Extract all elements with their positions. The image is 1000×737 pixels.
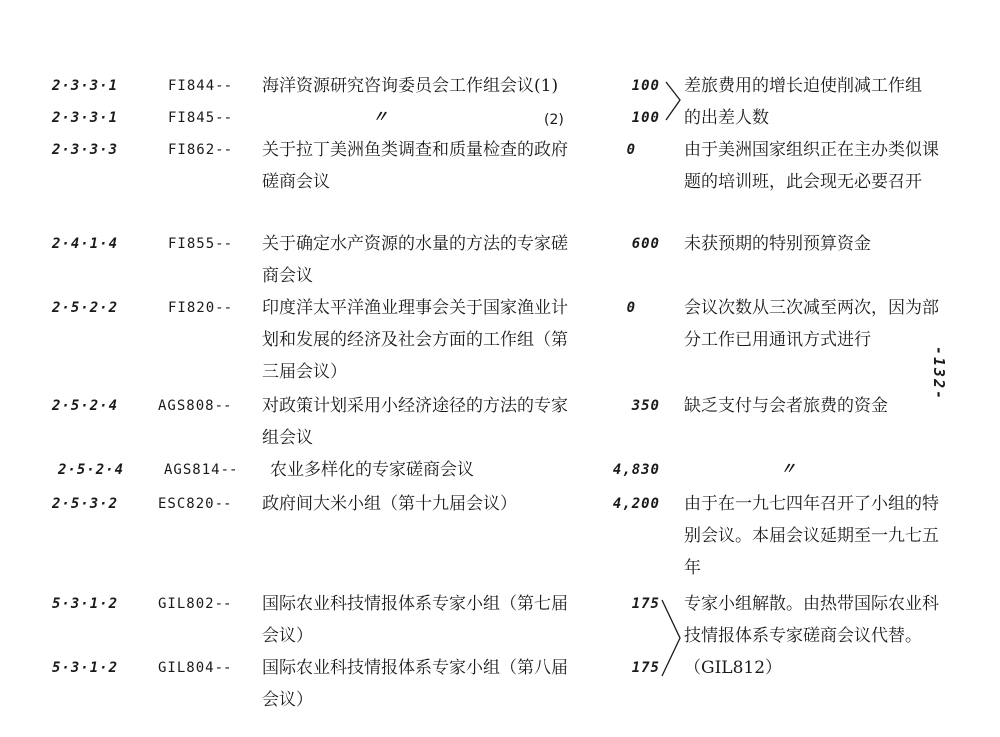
ref-symbol: AGS814: [164, 462, 221, 478]
ref-dash: --: [215, 300, 233, 316]
amount: 0: [626, 142, 636, 158]
ref-symbol: FI844: [168, 78, 216, 94]
item-code: 2·5·2·4: [52, 398, 119, 414]
document-ref: [168, 142, 232, 158]
meeting-title: 对政策计划采用小经济途径的方法的专家组会议: [262, 396, 568, 448]
meeting-title: 海洋资源研究咨询委员会工作组会议(1): [262, 76, 559, 96]
meeting-title: 关于确定水产资源的水量的方法的专家磋商会议: [262, 234, 568, 286]
amount: 100: [631, 110, 660, 126]
document-ref: [168, 300, 232, 316]
document-ref: [158, 496, 231, 512]
item-code: 2·3·3·1: [52, 110, 119, 126]
ref-dash: --: [215, 142, 233, 158]
remark: 由于在一九七四年召开了小组的特别会议。本届会议延期至一九七五年: [684, 494, 939, 578]
item-code: 5·3·1·2: [52, 660, 119, 676]
meeting-title: 国际农业科技情报体系专家小组（第八届会议）: [262, 658, 568, 710]
ref-symbol: FI862: [168, 142, 216, 158]
amount: 4,830: [612, 462, 660, 478]
ref-dash: --: [215, 78, 233, 94]
item-code: 2·3·3·3: [52, 142, 119, 158]
amount: 600: [631, 236, 660, 252]
remark: 缺乏支付与会者旅费的资金: [684, 396, 888, 416]
item-code: 2·4·1·4: [52, 236, 119, 252]
remark: 未获预期的特别预算资金: [684, 234, 871, 254]
amount: 175: [631, 660, 660, 676]
amount: 175: [631, 596, 660, 612]
ref-dash: --: [214, 596, 232, 612]
document-ref: [168, 110, 232, 126]
item-code: 5·3·1·2: [52, 596, 119, 612]
remark: 差旅费用的增长迫使削减工作组: [684, 76, 922, 96]
amount: 100: [631, 78, 660, 94]
amount: 4,200: [612, 496, 660, 512]
ref-symbol: FI820: [168, 300, 216, 316]
item-code: 2·3·3·1: [52, 78, 119, 94]
ditto-mark: 〃: [780, 459, 797, 478]
ref-dash: --: [214, 496, 232, 512]
item-code: 2·5·3·2: [52, 496, 119, 512]
ref-symbol: FI845: [168, 110, 216, 126]
remark: 专家小组解散。由热带国际农业科技情报体系专家磋商会议代替。: [684, 594, 939, 646]
item-code: 2·5·2·2: [52, 300, 119, 316]
document-ref: [158, 596, 231, 612]
amount: 350: [631, 398, 660, 414]
ditto-mark: 〃: [372, 107, 389, 126]
ref-dash: --: [214, 660, 232, 676]
remark: 的出差人数: [684, 108, 769, 128]
part-number: (2): [544, 112, 564, 128]
ref-symbol: ESC820: [158, 496, 215, 512]
meeting-title: 国际农业科技情报体系专家小组（第七届会议）: [262, 594, 568, 646]
amount: 0: [626, 300, 636, 316]
ref-symbol: FI855: [168, 236, 216, 252]
ref-dash: --: [220, 462, 238, 478]
meeting-title: 政府间大米小组（第十九届会议）: [262, 494, 517, 514]
ref-dash: --: [215, 236, 233, 252]
remark: 会议次数从三次减至两次，因为部分工作已用通讯方式进行: [684, 298, 939, 350]
document-ref: [168, 78, 232, 94]
meeting-title: 农业多样化的专家磋商会议: [270, 460, 474, 480]
ref-symbol: GIL804: [158, 660, 215, 676]
document-ref: [168, 236, 232, 252]
meeting-title: 印度洋太平洋渔业理事会关于国家渔业计划和发展的经济及社会方面的工作组（第三届会议）: [262, 298, 568, 382]
document-ref: [164, 462, 237, 478]
ref-symbol: GIL802: [158, 596, 215, 612]
item-code: 2·5·2·4: [58, 462, 125, 478]
brace-mark: [664, 80, 684, 124]
remark: （GIL812）: [684, 658, 783, 678]
page-number: -132-: [930, 346, 948, 402]
meeting-title: 关于拉丁美洲鱼类调查和质量检查的政府磋商会议: [262, 140, 568, 192]
ref-dash: --: [215, 110, 233, 126]
remark: 由于美洲国家组织正在主办类似课题的培训班，此会现无必要召开: [684, 140, 939, 192]
document-ref: [158, 660, 231, 676]
ref-symbol: AGS808: [158, 398, 215, 414]
brace-mark: [660, 598, 684, 678]
ref-dash: --: [214, 398, 232, 414]
document-ref: [158, 398, 231, 414]
